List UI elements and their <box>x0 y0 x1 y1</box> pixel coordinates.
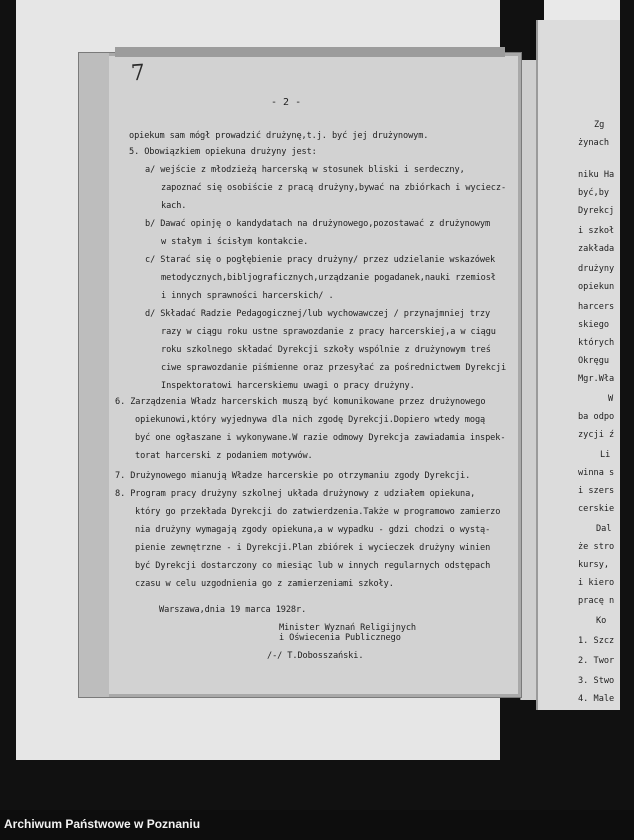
right-fragment: harcers <box>578 302 615 312</box>
right-fragment: skiego <box>578 320 610 330</box>
right-fragment: i szkoł <box>578 226 615 236</box>
text-line: 5. Obowiązkiem opiekuna drużyny jest: <box>129 147 317 157</box>
date-line: Warszawa,dnia 19 marca 1928r. <box>159 605 307 615</box>
text-line: być one ogłaszane i wykonywane.W razie odmowy Dyrekcja zawiadamia inspek- <box>135 433 506 443</box>
archive-footer <box>0 810 634 840</box>
right-page <box>536 20 620 710</box>
signature-title-line: Minister Wyznań Religijnych <box>279 623 416 633</box>
right-fragment: Zg <box>594 120 605 130</box>
right-fragment: pracę n <box>578 596 615 606</box>
text-line: razy w ciągu roku ustne sprawozdanie z pracy harcerskiej,a w ciągu <box>161 327 496 337</box>
right-fragment: 1. Szcz <box>578 636 615 646</box>
text-line: zapoznać się osobiście z pracą drużyny,bywać na zbiórkach i wyciecz- <box>161 183 507 193</box>
right-fragment: że stro <box>578 542 615 552</box>
right-fragment: winna s <box>578 468 615 478</box>
right-fragment: żynach <box>578 138 610 148</box>
text-line: d/ Składać Radzie Pedagogicznej/lub wychowawczej / przynajmniej trzy <box>145 309 491 319</box>
text-line: czasu w celu uzgodnienia go z zamierzeniami szkoły. <box>135 579 394 589</box>
right-fragment: kursy, <box>578 560 610 570</box>
right-fragment: i kiero <box>578 578 615 588</box>
text-line: nia drużyny wymagają zgody opiekuna,a w wypadku - gdzi chodzi o wystą- <box>135 525 491 535</box>
right-fragment: i szers <box>578 486 615 496</box>
right-fragment: Okręgu <box>578 356 610 366</box>
right-fragment: cerskie <box>578 504 615 514</box>
text-line: a/ wejście z młodzieżą harcerską w stosunek bliski i serdeczny, <box>145 165 465 175</box>
right-fragment: W <box>608 394 614 404</box>
text-line: być Dyrekcji dostarczony co miesiąc lub w innych regularnych odstępach <box>135 561 491 571</box>
right-fragment: zakłada <box>578 244 615 254</box>
text-line: w stałym i ścisłym kontakcie. <box>161 237 309 247</box>
right-fragment: 4. Male <box>578 694 615 704</box>
right-fragment: Li <box>600 450 611 460</box>
right-fragment: ba odpo <box>578 412 615 422</box>
signature-title-line: i Oświecenia Publicznego <box>279 633 401 643</box>
document-page <box>78 52 522 698</box>
text-line: torat harcerski z podaniem motywów. <box>135 451 313 461</box>
text-line: i innych sprawności harcerskich/ . <box>161 291 334 301</box>
text-line: opiekum sam mógł prowadzić drużynę,t.j. być jej drużynowym. <box>129 131 429 141</box>
page-number: - 2 - <box>271 97 302 108</box>
right-fragment: Mgr.Wła <box>578 374 615 384</box>
right-fragment: zycji ź <box>578 430 615 440</box>
text-line: metodycznych,bibljograficznych,urządzanie pogadanek,nauki rzemiosł <box>161 273 496 283</box>
right-fragment: Dyrekcj <box>578 206 615 216</box>
right-fragment: Ko <box>596 616 607 626</box>
right-fragment: 2. Twor <box>578 656 615 666</box>
right-fragment: być,by <box>578 188 610 198</box>
document-text <box>79 53 521 697</box>
text-line: Inspektoratowi harcerskiemu uwagi o pracy drużyny. <box>161 381 415 391</box>
text-line: opiekunowi,który wyjednywa dla nich zgodę Dyrekcji.Dopiero wtedy mogą <box>135 415 486 425</box>
text-line: 8. Program pracy drużyny szkolnej układa drużynowy z udziałem opiekuna, <box>115 489 476 499</box>
text-line: c/ Starać się o pogłębienie pracy drużyny/ przez udzielanie wskazówek <box>145 255 496 265</box>
signature-name: /-/ T.Dobosszański. <box>267 651 364 661</box>
text-line: kach. <box>161 201 187 211</box>
handwritten-page-number: 7 <box>130 60 146 87</box>
text-line: b/ Dawać opinję o kandydatach na drużynowego,pozostawać z drużynowym <box>145 219 491 229</box>
archive-label: Archiwum Państwowe w Poznaniu <box>4 817 201 831</box>
text-line: 7. Drużynowego mianują Władze harcerskie po otrzymaniu zgody Dyrekcji. <box>115 471 471 481</box>
right-fragment: których <box>578 338 615 348</box>
text-line: 6. Zarządzenia Władz harcerskich muszą być komunikowane przez drużynowego <box>115 397 486 407</box>
right-fragment: 3. Stwo <box>578 676 615 686</box>
text-line: pienie zewnętrzne - i Dyrekcji.Plan zbiórek i wycieczek drużyny winien <box>135 543 491 553</box>
right-fragment: Dal <box>596 524 612 534</box>
right-fragment: opiekun <box>578 282 615 292</box>
text-line: roku szkolnego składać Dyrekcji szkoły wspólnie z drużynowym treś <box>161 345 491 355</box>
right-fragment: niku Ha <box>578 170 615 180</box>
text-line: który go przekłada Dyrekcji do zatwierdzenia.Także w programowo zamierzo <box>135 507 501 517</box>
right-fragment: drużyny <box>578 264 615 274</box>
text-line: ciwe sprawozdanie piśmienne oraz przesyłać za pośrednictwem Dyrekcji <box>161 363 507 373</box>
